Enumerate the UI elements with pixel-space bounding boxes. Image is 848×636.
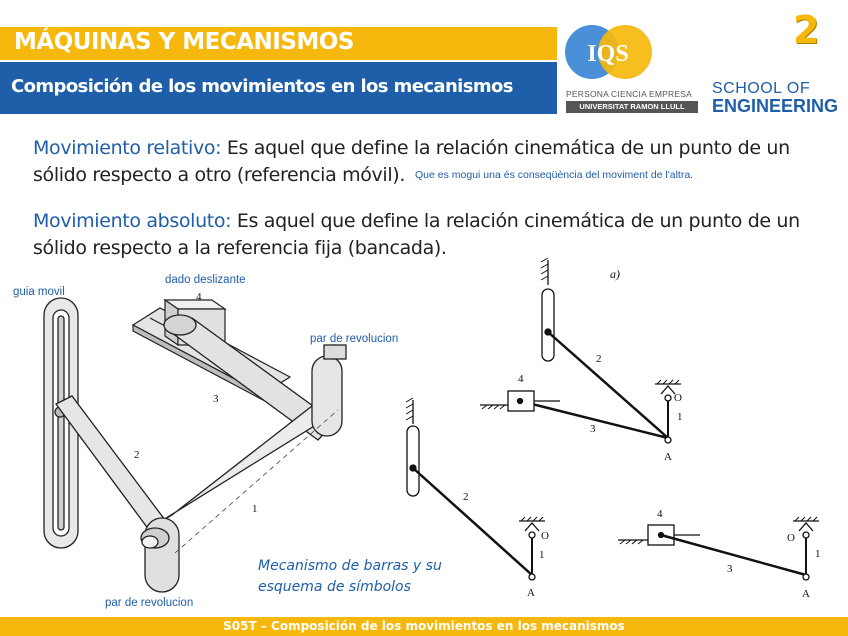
schema-c-num-4: 4 — [657, 508, 663, 520]
schema-a-num-3: 3 — [590, 423, 596, 435]
figure-caption: Mecanismo de barras y su esquema de símbolos — [258, 558, 442, 595]
schema-a-num-4: 4 — [518, 373, 524, 385]
schema-a-point-a: A — [664, 451, 672, 463]
schema-c-num-3: 3 — [727, 563, 733, 575]
slide-subtitle: Composición de los movimientos en los mecanismos — [11, 76, 513, 97]
footer-text: S05T – Composición de los movimientos en los mecanismos — [223, 619, 625, 633]
slide-number: 2 — [793, 8, 820, 52]
schema-a-num-2: 2 — [596, 353, 602, 365]
label-guia-movil: guia movil — [13, 286, 65, 298]
label-par-revolucion-top: par de revolucion — [310, 333, 399, 345]
absolute-motion-term: Movimiento absoluto: — [33, 210, 232, 232]
mechanism-schematics — [400, 255, 848, 615]
schema-b-point-o: O — [541, 530, 549, 542]
iqs-logo-text: IQS — [587, 41, 629, 67]
label-dado-deslizante: dado deslizante — [165, 274, 246, 286]
engineering-label: ENGINEERING — [712, 96, 839, 116]
iqs-logo-icon — [565, 23, 655, 87]
num-1-3d: 1 — [252, 503, 258, 515]
absolute-motion-text: Es aquel que define la relación cinemática de un punto de un sólido respecto a la referencia fija (bancada). — [33, 210, 800, 259]
schema-c — [618, 517, 819, 580]
absolute-motion-paragraph — [33, 208, 823, 262]
num-4-3d: 4 — [196, 291, 202, 303]
schema-c-point-o: O — [787, 532, 795, 544]
num-2-3d: 2 — [134, 449, 140, 461]
relative-motion-term: Movimiento relativo: — [33, 137, 222, 159]
num-3-3d: 3 — [213, 393, 219, 405]
school-of-label: SCHOOL OF — [712, 80, 811, 97]
slide-title: MÁQUINAS Y MECANISMOS — [14, 29, 354, 55]
schema-b — [406, 398, 545, 580]
schema-c-num-1: 1 — [815, 548, 821, 560]
schema-b-point-a: A — [527, 587, 535, 599]
schema-c-point-a: A — [802, 588, 810, 600]
logo-university: UNIVERSITAT RAMON LLULL — [566, 101, 698, 113]
logo-tagline: PERSONA CIENCIA EMPRESA — [566, 89, 692, 99]
schema-a-point-o: O — [674, 392, 682, 404]
bottom-pivot — [141, 518, 179, 592]
label-par-revolucion-bottom: par de revolucion — [105, 597, 194, 609]
schema-a — [480, 258, 681, 443]
relative-motion-paragraph — [33, 135, 823, 189]
schema-marker: a) — [610, 267, 620, 281]
schema-a-num-1: 1 — [677, 411, 683, 423]
relative-motion-text: Es aquel que define la relación cinemática de un punto de un sólido respecto a otro (referencia móvil). — [33, 137, 790, 186]
schema-b-num-2: 2 — [463, 491, 469, 503]
schema-b-num-1: 1 — [539, 549, 545, 561]
relative-motion-note: Que es mogui una és conseqüència del moviment de l'altra. — [415, 169, 694, 181]
